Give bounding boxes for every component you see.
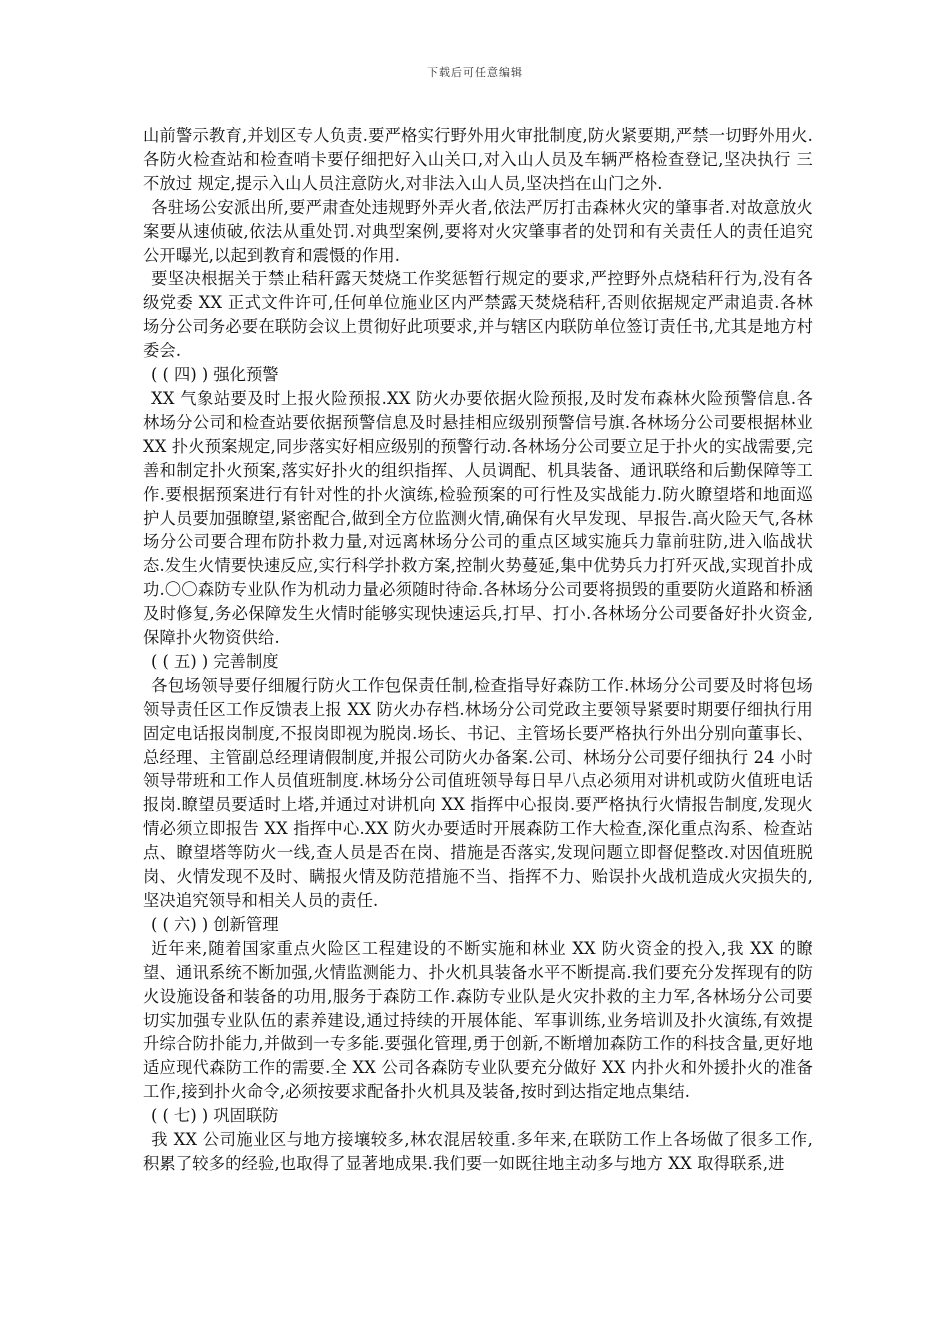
section-heading: ( ( 六) ) 创新管理 [151,914,279,934]
page-header: 下载后可任意编辑 [427,66,523,79]
section-heading: ( ( 四) ) 强化预警 [151,365,279,385]
paragraph: XX 气象站要及时上报火险预报.XX 防火办要依据火险预报,及时发布森林火险预警信息.各林场分公司和检查站要依据预警信息及时悬挂相应级别预警信号旗.各林场分公司要根据林业 XX 扑火预案规定,同步落实好相应级别的预警行动.各林场分公司要立足于扑火的实战需要,完善和制定扑火预案,落实好扑火的组织指挥、人员调配、机具装备、通讯联络和后勤保障等工作.要根据预案进行有针对性的扑火演练,检验预案的可行性及实战能力.防火瞭望塔和地面巡护人员要加强瞭望,紧密配合,做到全方位监测火情,确保有火早发现、早报告.高火险天气,各林场分公司要合理布防扑救力量,对远离林场分公司的重点区域实施兵力靠前驻防,进入临战状态.发生火情要快速反应,实行科学扑救方案,控制火势蔓延,集中优势兵力打歼灭战,实现首扑成功.〇〇森防专业队作为机动力量必须随时待命.各林场分公司要将损毁的重要防火道路和桥涵及时修复,务必保障发生火情时能够实现快速运兵,打早、打小.各林场分公司要备好扑火资金,保障扑火物资供给. [143,388,813,648]
paragraph: 各驻场公安派出所,要严肃查处违规野外弄火者,依法严厉打击森林火灾的肇事者.对故意放火案要从速侦破,依法从重处罚.对典型案例,要将对火灾肇事者的处罚和有关责任人的责任追究公开曝光,以起到教育和震慑的作用. [143,197,813,265]
paragraph: 近年来,随着国家重点火险区工程建设的不断实施和林业 XX 防火资金的投入,我 XX 的瞭望、通讯系统不断加强,火情监测能力、扑火机具装备水平不断提高.我们要充分发挥现有的防火设施设备和装备的功用,服务于森防工作.森防专业队是火灾扑救的主力军,各林场分公司要切实加强专业队伍的素养建设,通过持续的开展体能、军事训练,业务培训及扑火演练,有效提升综合防扑能力,并做到一专多能.要强化管理,勇于创新,不断增加森防工作的科技含量,更好地适应现代森防工作的需要.全 XX 公司各森防专业队要充分做好 XX 内扑火和外援扑火的准备工作,接到扑火命令,必须按要求配备扑火机具及装备,按时到达指定地点集结. [143,938,813,1102]
section-heading: ( ( 五) ) 完善制度 [151,651,279,671]
document-body [143,124,813,1176]
paragraph: 山前警示教育,并划区专人负责.要严格实行野外用火审批制度,防火紧要期,严禁一切野外用火.各防火检查站和检查哨卡要仔细把好入山关口,对入山人员及车辆严格检查登记,坚决执行 三不放过 规定,提示入山人员注意防火,对非法入山人员,坚决挡在山门之外. [143,126,813,193]
paragraph: 各包场领导要仔细履行防火工作包保责任制,检查指导好森防工作.林场分公司要及时将包场领导责任区工作反馈表上报 XX 防火办存档.林场分公司党政主要领导紧要时期要仔细执行用固定电话报岗制度,不报岗即视为脱岗.场长、书记、主管场长要严格执行外出分别向董事长、总经理、主管副总经理请假制度,并报公司防火办备案.公司、林场分公司要仔细执行 24 小时领导带班和工作人员值班制度.林场分公司值班领导每日早八点必须用对讲机或防火值班电话报岗.瞭望员要适时上塔,并通过对讲机向 XX 指挥中心报岗.要严格执行火情报告制度,发现火情必须立即报告 XX 指挥中心.XX 防火办要适时开展森防工作大检查,深化重点沟系、检查站点、瞭望塔等防火一线,查人员是否在岗、措施是否落实,发现问题立即督促整改.对因值班脱岗、火情发现不及时、瞒报火情及防范措施不当、指挥不力、贻误扑火战机造成火灾损失的,坚决追究领导和相关人员的责任. [143,675,813,910]
section-heading: ( ( 七) ) 巩固联防 [151,1106,279,1126]
paragraph: 要坚决根据关于禁止秸秆露天焚烧工作奖惩暂行规定的要求,严控野外点烧秸秆行为,没有各级党委 XX 正式文件许可,任何单位施业区内严禁露天焚烧秸秆,否则依据规定严肃追责.各林场分公司务必要在联防会议上贯彻好此项要求,并与辖区内联防单位签订责任书,尤其是地方村委会. [143,269,813,361]
paragraph: 我 XX 公司施业区与地方接壤较多,林农混居较重.多年来,在联防工作上各场做了很多工作,积累了较多的经验,也取得了显著地成果.我们要一如既往地主动多与地方 XX 取得联系,进 [143,1130,813,1173]
